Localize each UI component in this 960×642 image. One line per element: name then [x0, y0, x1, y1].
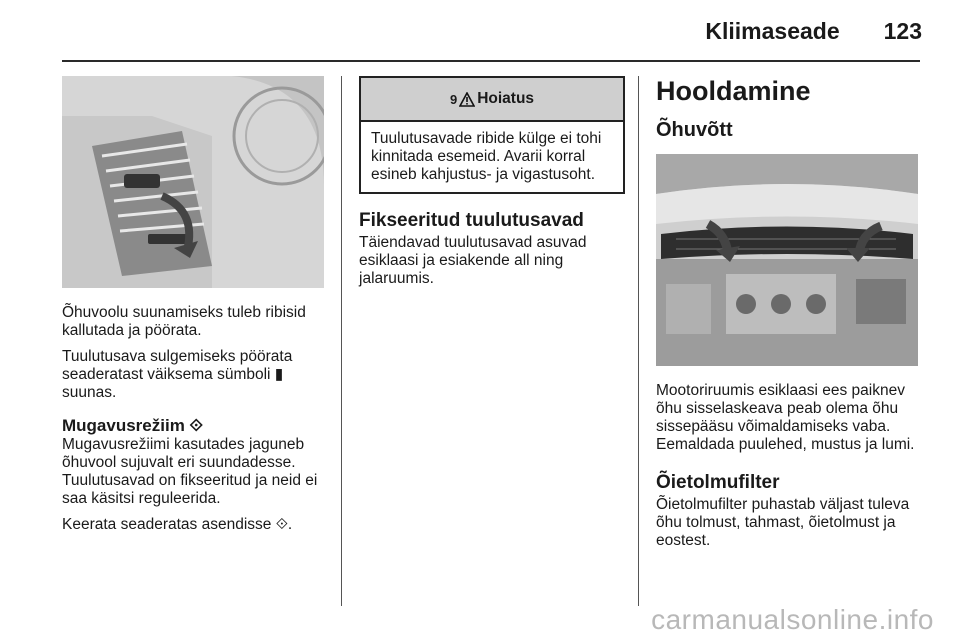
- watermark: carmanualsonline.info: [651, 604, 934, 635]
- column-divider-1: [341, 76, 342, 606]
- subheading-comfort-mode: Mugavusrežiim ⟐: [62, 416, 203, 435]
- air-vent-photo: [62, 76, 324, 288]
- column-3: [656, 76, 926, 558]
- paragraph-fixed-vents: Täiendavad tuulutusavad asuvad esiklaasi ja esiakende all ning jalaruumis.: [359, 234, 587, 287]
- engine-bay-photo: [656, 154, 918, 366]
- paragraph-close-vent: Tuulutusava sulgemiseks pöörata seaderatast väiksema sümboli ▮ suunas.: [62, 348, 293, 401]
- warning-header: [361, 78, 623, 122]
- paragraph-air-intake: Mootoriruumis esiklaasi ees paiknev õhu sisselaskeava peab olema õhu sissepääsu võimaldamiseks vaba. Eemaldada puulehed, mustus ja lumi.: [656, 382, 915, 453]
- warning-triangle-icon: [459, 92, 475, 107]
- engine-bay-illustration: [656, 154, 918, 366]
- heading-pollen-filter: Õietolmufilter: [656, 472, 780, 493]
- subheading-air-intake: Õhuvõtt: [656, 119, 733, 141]
- paragraph-comfort-mode: Mugavusrežiimi kasutades jaguneb õhuvool sujuvalt eri suundadesse. Tuulutusavad on fikseeritud ja neid ei saa käsitsi reguleerida.: [62, 436, 318, 507]
- column-1: [62, 76, 328, 542]
- column-2: [359, 76, 629, 296]
- header-rule: [62, 60, 920, 62]
- warning-text: Tuulutusavade ribide külge ei tohi kinnitada esemeid. Avarii korral esineb kahjustus- ja vigastusoht.: [371, 130, 602, 183]
- page-header: [705, 18, 922, 45]
- warning-title: Hoiatus: [477, 90, 535, 107]
- paragraph-turn-dial: Keerata seaderatas asendisse ⟐.: [62, 516, 293, 533]
- paragraph-tilt: Õhuvoolu suunamiseks tuleb ribisid kallutada ja pöörata.: [62, 304, 306, 339]
- warning-box: [359, 76, 625, 194]
- warning-number: 9: [449, 91, 458, 107]
- column-divider-2: [638, 76, 639, 606]
- section-title: Kliimaseade: [705, 18, 840, 44]
- paragraph-pollen-filter: Õietolmufilter puhastab väljast tuleva õhu tolmust, tahmast, õietolmust ja eostest.: [656, 496, 910, 549]
- heading-fixed-vents: Fikseeritud tuulutusavad: [359, 210, 584, 231]
- page-number: 123: [883, 18, 922, 44]
- heading-maintenance: Hooldamine: [656, 76, 811, 106]
- air-vent-illustration: [62, 76, 324, 288]
